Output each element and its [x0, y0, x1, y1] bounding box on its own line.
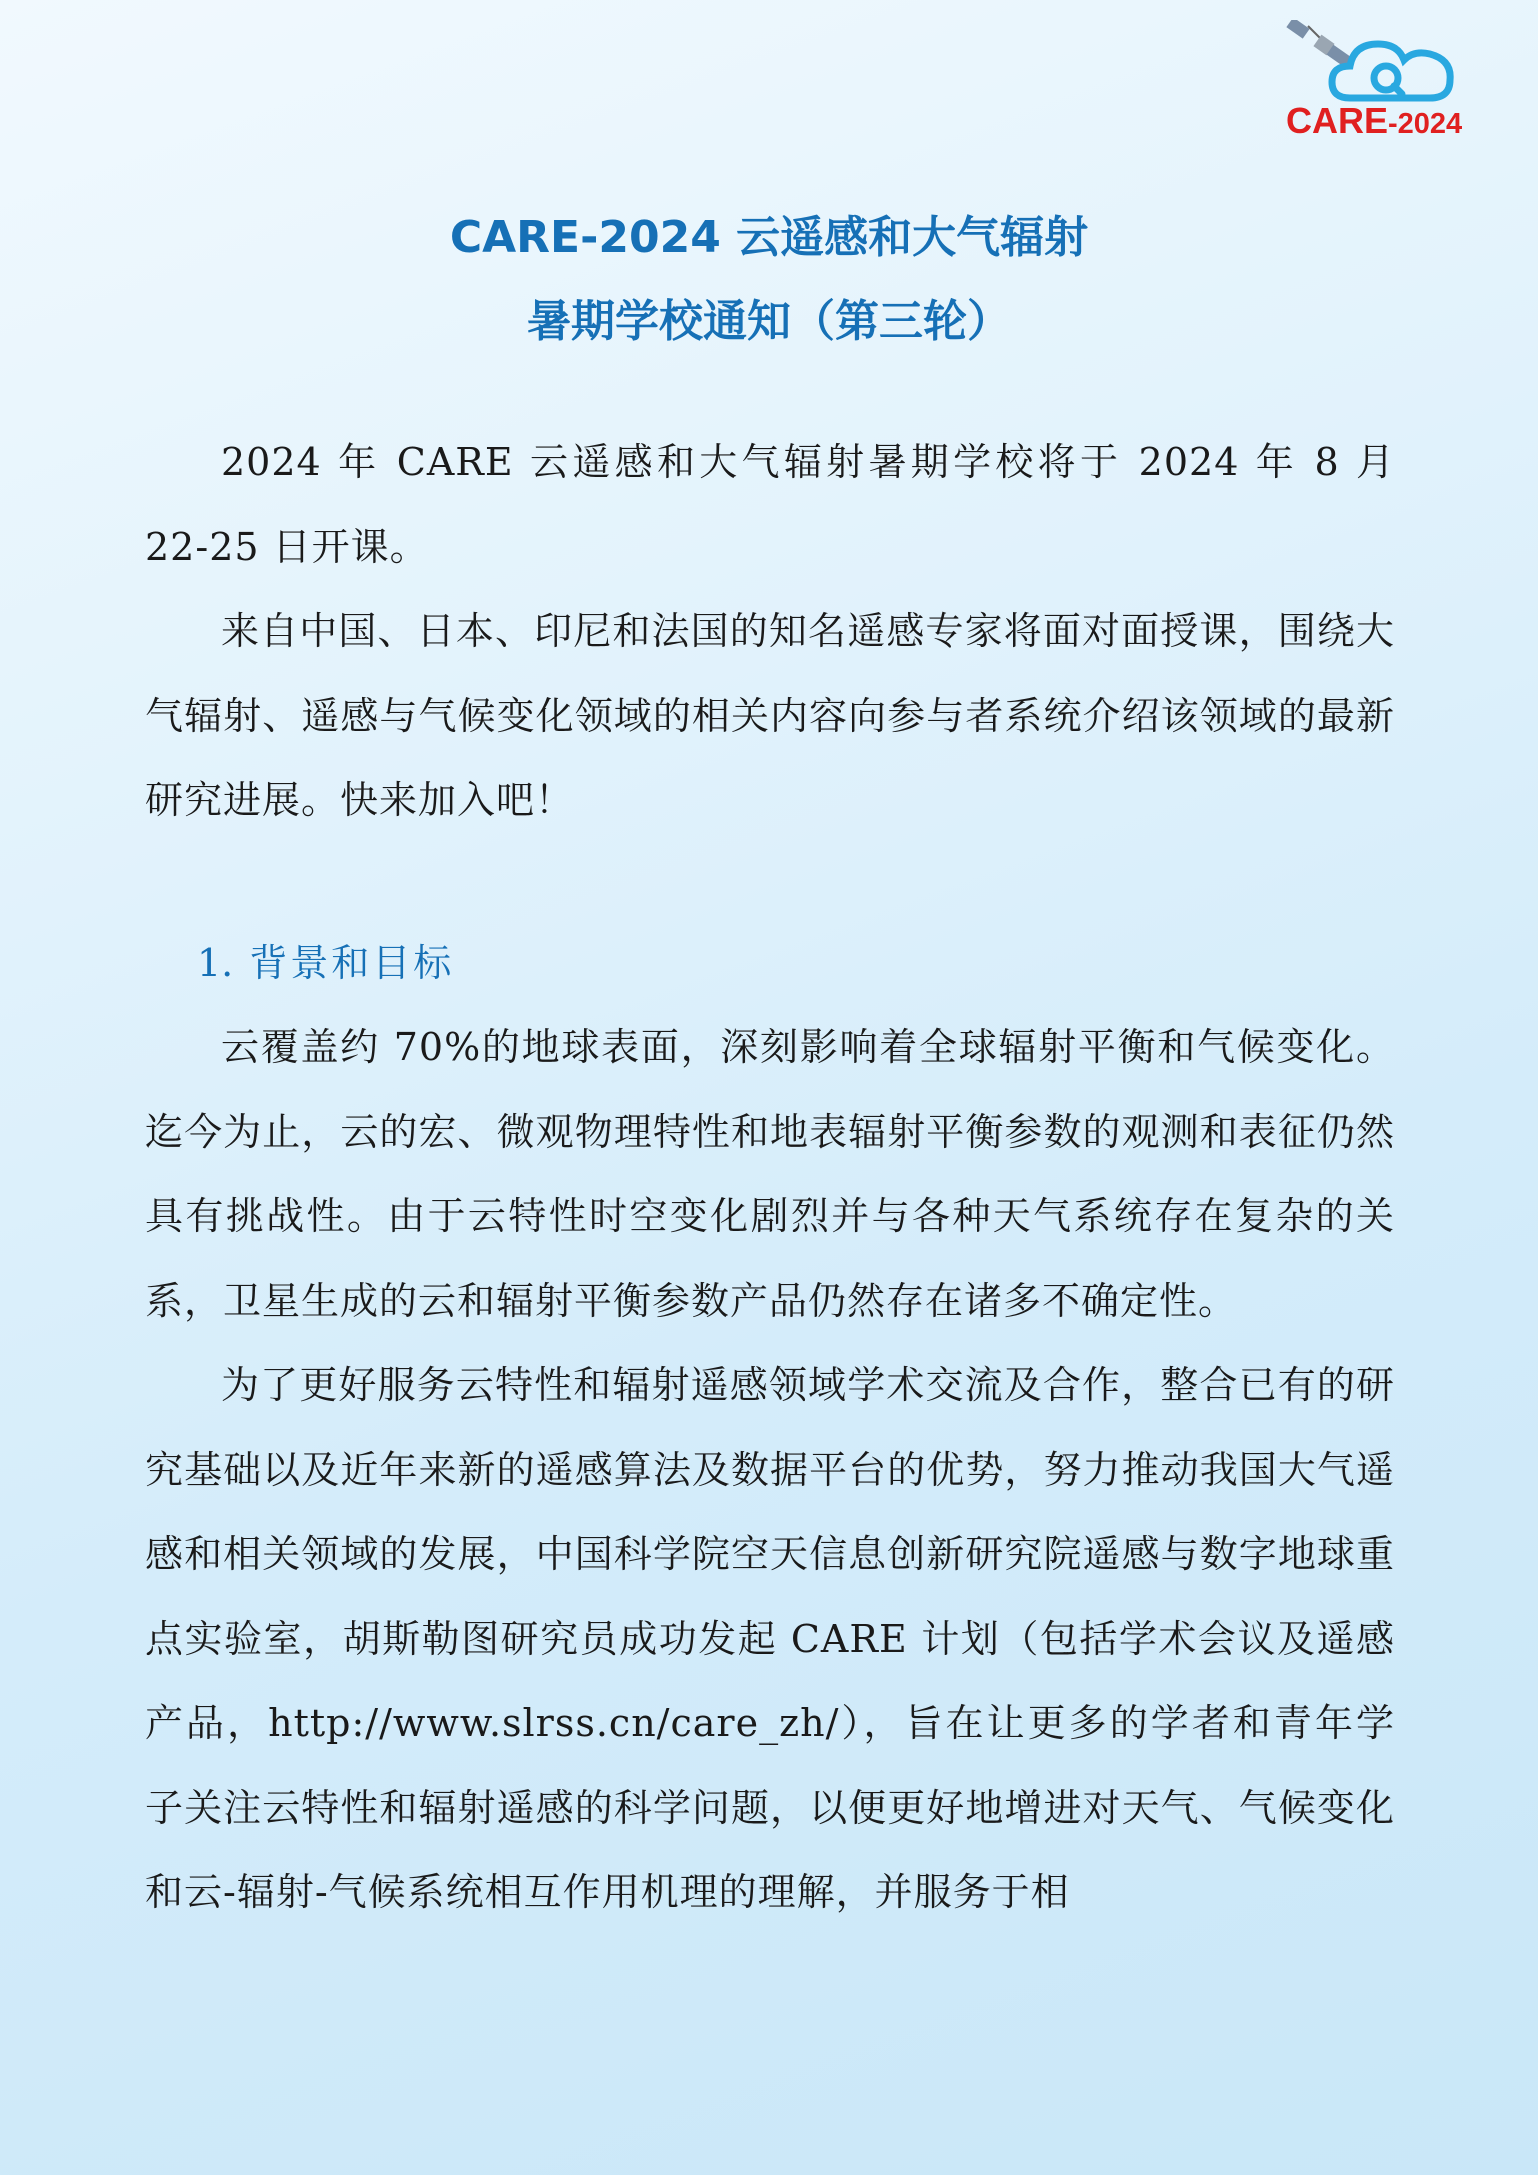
- title-line-1: CARE-2024 云遥感和大气辐射: [449, 212, 1089, 263]
- satellite-cloud-graphic: [1280, 20, 1480, 110]
- intro-paragraph-2: 来自中国、日本、印尼和法国的知名遥感专家将面对面授课，围绕大气辐射、遥感与气候变化领域的相关内容向参与者系统介绍该领域的最新研究进展。快来加入吧！: [145, 609, 1395, 822]
- section-paragraph-2: 为了更好服务云特性和辐射遥感领域学术交流及合作，整合已有的研究基础以及近年来新的遥感算法及数据平台的优势，努力推动我国大气遥感和相关领域的发展，中国科学院空天信息创新研究院遥感与数字地球重点实验室，胡斯勒图研究员成功发起 CARE 计划（包括学术会议及遥感产品，http://www.slrss.cn/care_zh/），旨在让更多的学者和青年学子关注云特性和辐射遥感的科学问题，以便更好地增进对天气、气候变化和云-辐射-气候系统相互作用机理的理解，并服务于相: [145, 1363, 1395, 1914]
- satellite-icon: [1286, 20, 1351, 67]
- logo-wordmark: [1286, 100, 1476, 142]
- title-line-2: 暑期学校通知（第三轮）: [527, 296, 1011, 347]
- section-heading-background: [145, 921, 1395, 1006]
- section-paragraph-1: 云覆盖约 70%的地球表面，深刻影响着全球辐射平衡和气候变化。迄今为止，云的宏、微观物理特性和地表辐射平衡参数的观测和表征仍然具有挑战性。由于云特性时空变化剧烈并与各种天气系统存在复杂的关系，卫星生成的云和辐射平衡参数产品仍然存在诸多不确定性。: [145, 1025, 1395, 1323]
- care-logo: [1280, 20, 1480, 150]
- cloud-icon: [1332, 44, 1450, 98]
- section-title: 背景和目标: [249, 940, 455, 985]
- section-number: 1.: [197, 940, 234, 985]
- logo-brand: CARE: [1286, 100, 1389, 141]
- logo-year: -2024: [1388, 108, 1463, 140]
- document-body: [145, 420, 1395, 1935]
- intro-paragraph-1: 2024 年 CARE 云遥感和大气辐射暑期学校将于 2024 年 8 月 22-25 日开课。: [145, 440, 1395, 569]
- document-title: [0, 196, 1538, 364]
